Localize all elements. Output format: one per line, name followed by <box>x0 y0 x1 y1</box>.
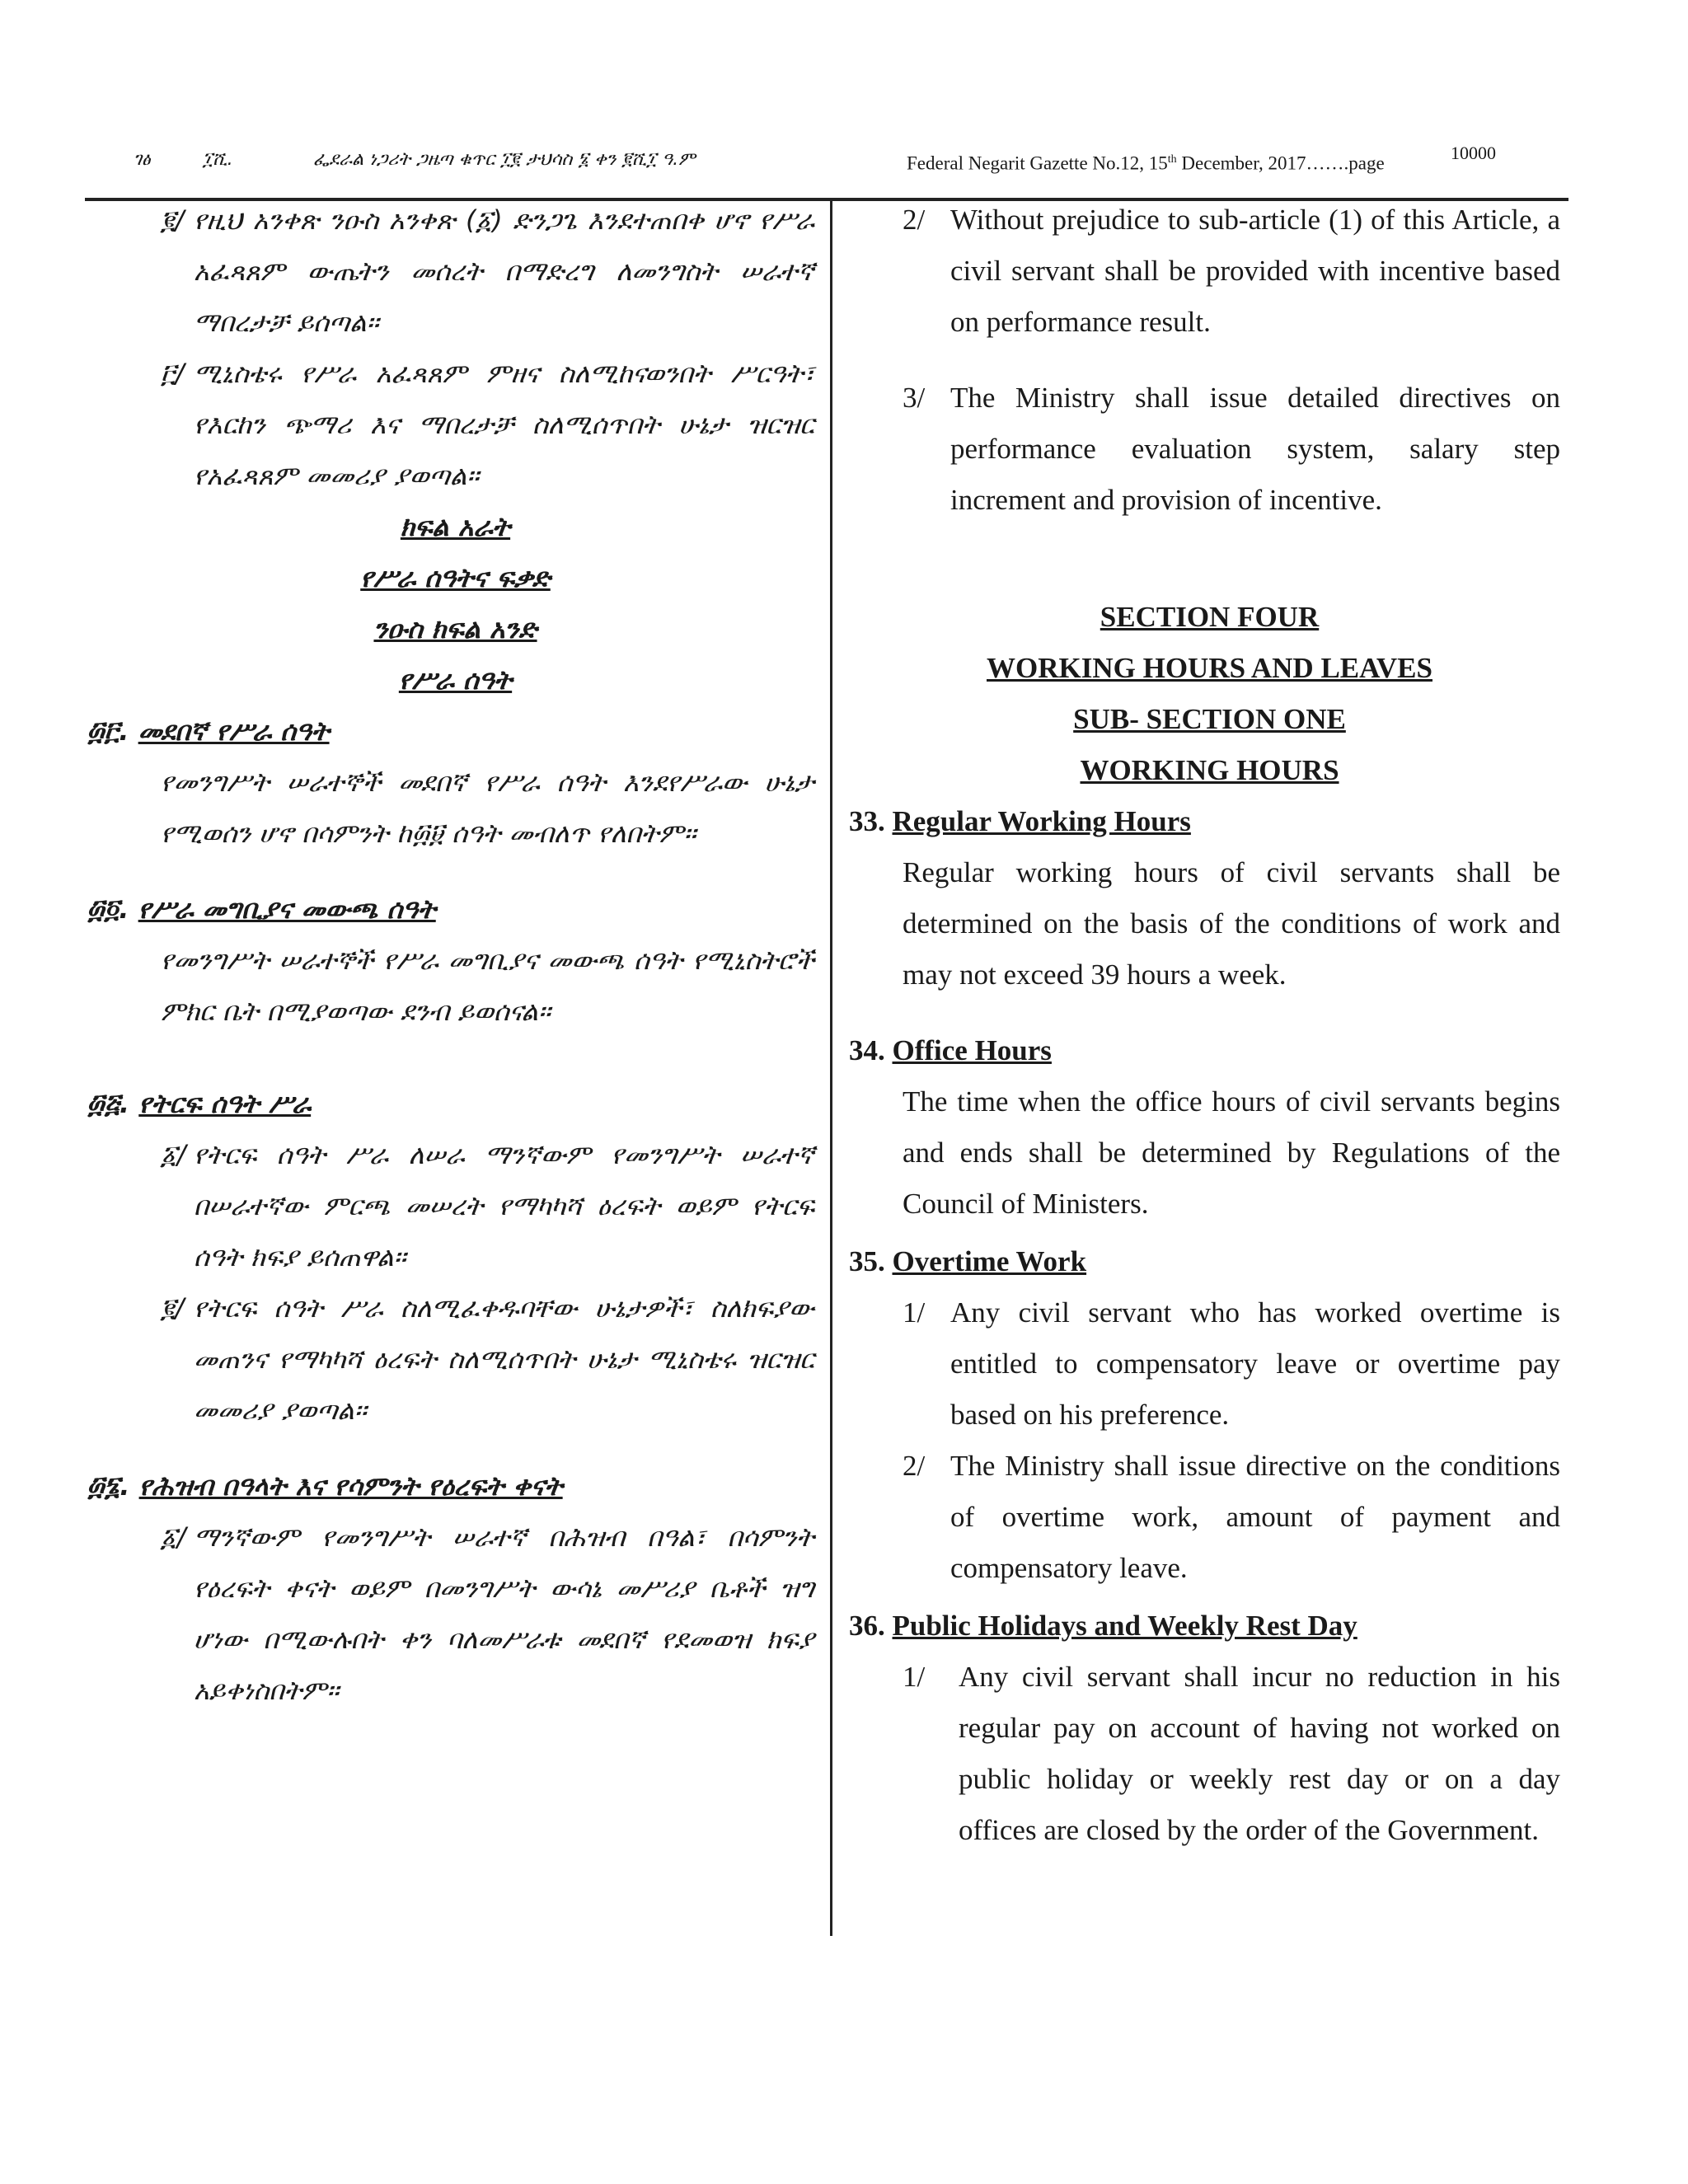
header-page-number: 10000 <box>1451 143 1496 163</box>
right-subsection-title: SUB- SECTION ONE <box>1073 703 1346 735</box>
left-item-2: ፪/ የዚህ አንቀጽ ንዑስ አንቀጽ (፩) ድንጋጌ እንደተጠበቀ ሆኖ የሥራ አፈጻጸም ውጤትን መሰረት በማድረግ ለመንግስት ሠራተኛ ማበረታቻ ይሰጣል፡፡ <box>161 204 814 338</box>
left-art36-heading: ፴፮. የሕዝብ በዓላት እና የሳምንት የዕረፍት ቀናት <box>87 1470 563 1502</box>
header-page-label: ገፅ <box>134 149 151 170</box>
left-subsection-title: ንዑስ ክፍል አንድ <box>373 613 537 644</box>
left-subsection-subtitle: የሥራ ሰዓት <box>398 664 513 696</box>
right-art34-heading: 34. Office Hours <box>849 1034 1052 1066</box>
left-art34-text: የመንግሥት ሠራተኞች የሥራ መግቢያና መውጫ ሰዓት የሚኒስትሮች ምክር ቤት በሚያወጣው ደንብ ይወሰናል፡፡ <box>161 944 814 1027</box>
right-art35-heading: 35. Overtime Work <box>849 1245 1087 1277</box>
right-art36-item-1: 1/ Any civil servant shall incur no reduction in his regular pay on account of having not worked on public holiday or weekly rest day or on a day offices are closed by the order of the Government. <box>903 1661 1560 1846</box>
right-section-title: SECTION FOUR <box>1100 601 1320 633</box>
left-item-3: ፫/ ሚኒስቴሩ የሥራ አፈጻጸም ምዘና ስለሚከናወንበት ሥርዓት፣ የእርከን ጭማሪ እና ማበረታቻ ስለሚሰጥበት ሁኔታ ዝርዝር የአፈጻጸም መመሪያ ያወጣል፡፡ <box>161 358 814 491</box>
right-art34-text: The time when the office hours of civil servants begins and ends shall be determined by Regulations of the Council of Ministers. <box>903 1085 1560 1220</box>
right-art35-item-2: 2/ The Ministry shall issue directive on the conditions of overtime work, amount of payment and compensatory leave. <box>903 1450 1560 1584</box>
right-art33-text: Regular working hours of civil servants shall be determined on the basis of the conditions of work and may not exceed 39 hours a week. <box>903 856 1560 991</box>
right-item-2: 2/ Without prejudice to sub-article (1) of this Article, a civil servant shall be provided with incentive based on performance result. <box>903 204 1560 338</box>
right-subsection-subtitle: WORKING HOURS <box>1080 754 1339 786</box>
right-art36-heading: 36. Public Holidays and Weekly Rest Day <box>849 1610 1357 1642</box>
header-title-english: Federal Negarit Gazette No.12, 15th December, 2017…….page <box>907 152 1385 174</box>
column-divider <box>830 199 832 1936</box>
header-title-amharic: ፌደራል ነጋሪት ጋዜጣ ቁጥር ፲፪ ታህሳስ ፮ ቀን ፪ሺ፲ ዓ.ም <box>313 149 696 170</box>
right-section-subtitle: WORKING HOURS AND LEAVES <box>987 652 1432 684</box>
left-art33-heading: ፴፫. መደበኛ የሥራ ሰዓት <box>87 715 330 747</box>
right-art33-heading: 33. Regular Working Hours <box>849 805 1191 837</box>
left-art35-item-2: ፪/ የትርፍ ሰዓት ሥራ ስለሚፈቀዱባቸው ሁኔታዎች፣ ስለክፍያው መጠንና የማካካሻ ዕረፍት ስለሚሰጥበት ሁኔታ ሚኒስቴሩ ዝርዝር መመሪያ ያወጣል፡፡ <box>161 1292 814 1426</box>
left-art35-heading: ፴፭. የትርፍ ሰዓት ሥራ <box>87 1088 312 1119</box>
left-section-subtitle: የሥራ ሰዓትና ፍቃድ <box>360 562 551 593</box>
left-section-title: ክፍል አራት <box>400 511 511 542</box>
left-art35-item-1: ፩/ የትርፍ ሰዓት ሥራ ለሠራ ማንኛውም የመንግሥት ሠራተኛ በሠራተኛው ምርጫ መሠረት የማካካሻ ዕረፍት ወይም የትርፍ ሰዓት ክፍያ ይሰጠዋል፡፡ <box>161 1139 814 1272</box>
amharic-column <box>87 194 824 1716</box>
left-art33-text: የመንግሥት ሠራተኞች መደበኛ የሥራ ሰዓት እንደየሥራው ሁኔታ የሚወሰን ሆኖ በሳምንት ከ፴፱ ሰዓት መብለጥ የለበትም፡፡ <box>161 766 814 849</box>
right-item-3: 3/ The Ministry shall issue detailed directives on performance evaluation system, salary step increment and provision of incentive. <box>903 382 1560 516</box>
left-art34-heading: ፴፬. የሥራ መግቢያና መውጫ ሰዓት <box>87 893 436 925</box>
english-column <box>849 194 1570 1856</box>
left-art36-item-1: ፩/ ማንኛውም የመንግሥት ሠራተኛ በሕዝብ በዓል፣ በሳምንት የዕረፍት ቀናት ወይም በመንግሥት ውሳኔ መሥሪያ ቤቶች ዝግ ሆነው በሚውሉበት ቀን ባለመሥራቱ መደበኛ የደመወዝ ክፍያ አይቀነስበትም፡፡ <box>161 1521 814 1706</box>
header-page-number-amharic: ፲ሺ. <box>203 149 233 170</box>
right-art35-item-1: 1/ Any civil servant who has worked overtime is entitled to compensatory leave or overtime pay based on his preference. <box>903 1296 1560 1431</box>
